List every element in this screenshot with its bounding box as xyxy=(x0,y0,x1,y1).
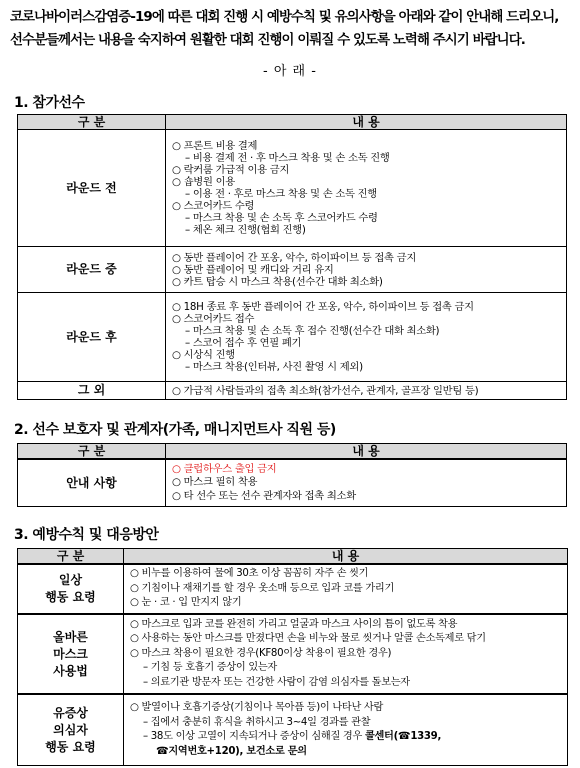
list-item: – 의료기관 방문자 또는 건강한 사람이 감염 의심자를 돌보는자 xyxy=(143,676,410,688)
row-label: 라운드 중 xyxy=(18,247,166,293)
list-item: – 스코어 접수 후 연필 폐기 xyxy=(185,337,302,349)
list-item: ○ 프론트 비용 결제 xyxy=(172,140,258,152)
table-header-row xyxy=(18,115,567,130)
column-header-content: 내 용 xyxy=(166,444,567,460)
intro-line-2: 선수분들께서는 내용을 숙지하여 원활한 대회 진행이 이뤄질 수 있도록 노력해 주시기 바랍니다. xyxy=(10,33,525,48)
row-label xyxy=(18,694,124,766)
row-label-line: 올바른 xyxy=(53,629,88,644)
table-row xyxy=(18,247,567,293)
list-item: ○ 스코어카드 접수 xyxy=(172,313,255,325)
table-row xyxy=(18,614,568,694)
column-header-content: 내 용 xyxy=(124,549,568,565)
list-item: ○ 가급적 사람들과의 접촉 최소화(참가선수, 관계자, 골프장 일반팀 등) xyxy=(172,384,479,397)
list-item: – 기침 등 호흡기 증상이 있는자 xyxy=(143,662,277,674)
row-label-line: 유증상 xyxy=(53,705,88,720)
column-header-content: 내 용 xyxy=(166,115,567,130)
list-item: ○ 타 선수 또는 선수 관계자와 접촉 최소화 xyxy=(172,489,356,502)
table-row xyxy=(18,564,568,614)
column-header-category: 구 분 xyxy=(18,444,166,460)
list-item: ○ 동반 플레이어 및 캐디와 거리 유지 xyxy=(172,263,334,276)
list-item: – 집에서 충분히 휴식을 취하시고 3~4일 경과를 관찰 xyxy=(143,716,371,728)
row-label xyxy=(18,614,124,694)
subtitle: - 아 래 - xyxy=(263,64,317,79)
row-label-line: 마스크 xyxy=(53,646,88,661)
list-item: ○ 시상식 진행 xyxy=(172,349,235,361)
list-item: ☎지역번호+120), 보건소로 문의 xyxy=(156,745,307,757)
list-item xyxy=(130,730,565,745)
list-item: – 비용 결제 전 · 후 마스크 착용 및 손 소독 진행 xyxy=(185,152,390,164)
row-content xyxy=(124,564,568,614)
list-item: ○ 마스크 착용이 필요한 경우(KF80이상 착용이 필요한 경우) xyxy=(130,647,392,659)
list-item: ○ 동반 플레이어 간 포옹, 악수, 하이파이브 등 접촉 금지 xyxy=(172,251,416,264)
row-content xyxy=(166,130,567,247)
row-label xyxy=(18,564,124,614)
table-header-row xyxy=(18,549,568,565)
table-row xyxy=(18,694,568,766)
list-item: – 마스크 착용 및 손 소독 후 스코어카드 수령 xyxy=(185,212,378,224)
row-label: 라운드 후 xyxy=(18,293,166,382)
list-item: – 마스크 착용 및 손 소독 후 접수 진행(선수간 대화 최소화) xyxy=(185,325,440,337)
row-label-line: 행동 요령 xyxy=(45,590,96,604)
row-content xyxy=(166,293,567,382)
list-item: ○ 마스크로 입과 코를 완전히 가리고 얼굴과 마스크 사이의 틈이 없도록 착용 xyxy=(130,618,458,630)
row-label-line: 의심자 xyxy=(53,722,88,737)
row-label-line: 일상 xyxy=(58,573,83,587)
row-content xyxy=(124,614,568,694)
list-item: ○ 클럽하우스 출입 금지 xyxy=(172,462,277,475)
section3-heading: 3. 예방수칙 및 대응방안 xyxy=(14,527,159,543)
list-item: ○ 카트 탑승 시 마스크 착용(선수간 대화 최소화) xyxy=(172,275,383,288)
intro-paragraph xyxy=(10,6,572,52)
list-item: ○ 비누를 이용하여 물에 30초 이상 꼼꼼히 자주 손 씻기 xyxy=(130,568,369,580)
row-label: 그 외 xyxy=(18,382,166,400)
table-row xyxy=(18,382,567,400)
section1-table xyxy=(17,114,567,400)
section1-heading: 1. 참가선수 xyxy=(14,95,85,111)
section3-table xyxy=(17,548,568,766)
row-label: 라운드 전 xyxy=(18,130,166,247)
row-content xyxy=(166,459,567,507)
intro-line-1: 코로나바이러스감염증-19에 따른 대회 진행 시 예방수칙 및 유의사항을 아래와 같이 안내해 드리오니, xyxy=(10,10,559,25)
list-item: – 이용 전 · 후로 마스크 착용 및 손 소독 진행 xyxy=(185,188,377,200)
row-label-line: 행동 요령 xyxy=(45,739,96,754)
section2-heading: 2. 선수 보호자 및 관계자(가족, 매니지먼트사 직원 등) xyxy=(14,422,336,438)
list-item: ○ 기침이나 재채기를 할 경우 옷소매 등으로 입과 코를 가리기 xyxy=(130,582,395,594)
table-row xyxy=(18,130,567,247)
list-item: ○ 눈 · 코 · 입 만지지 않기 xyxy=(130,597,242,609)
row-content xyxy=(166,247,567,293)
row-content xyxy=(166,382,567,400)
list-item: ○ 락커룸 가급적 이용 금지 xyxy=(172,164,290,176)
list-item: ○ 스코어카드 수령 xyxy=(172,200,255,212)
table-row xyxy=(18,293,567,382)
row-content xyxy=(124,694,568,766)
column-header-category: 구 분 xyxy=(18,549,124,565)
table-row xyxy=(18,459,567,507)
row-label-line: 사용법 xyxy=(53,663,88,678)
list-item: – 마스크 착용(인터뷰, 사진 촬영 시 제외) xyxy=(185,361,363,373)
list-item: – 체온 체크 진행(협회 진행) xyxy=(185,224,306,236)
row-label: 안내 사항 xyxy=(18,459,166,507)
list-item: ○ 숍병원 이용 xyxy=(172,176,235,188)
call-center-text: 콜센터(☎1339, xyxy=(364,731,442,742)
column-header-category: 구 분 xyxy=(18,115,166,130)
list-item: ○ 사용하는 동안 마스크를 만졌다면 손을 비누와 물로 씻거나 알콜 손소독제로 닦기 xyxy=(130,633,486,645)
list-item-text: – 38도 이상 고열이 지속되거나 증상이 심해질 경우 xyxy=(143,731,365,742)
list-item: ○ 발열이나 호흡기증상(기침이나 목아픔 등)이 나타난 사람 xyxy=(130,702,384,713)
table-header-row xyxy=(18,444,567,460)
section2-table xyxy=(17,443,567,507)
list-item: ○ 18H 종료 후 동반 플레이어 간 포옹, 악수, 하이파이브 등 접촉 금지 xyxy=(172,301,474,313)
list-item: ○ 마스크 필히 착용 xyxy=(172,476,258,489)
